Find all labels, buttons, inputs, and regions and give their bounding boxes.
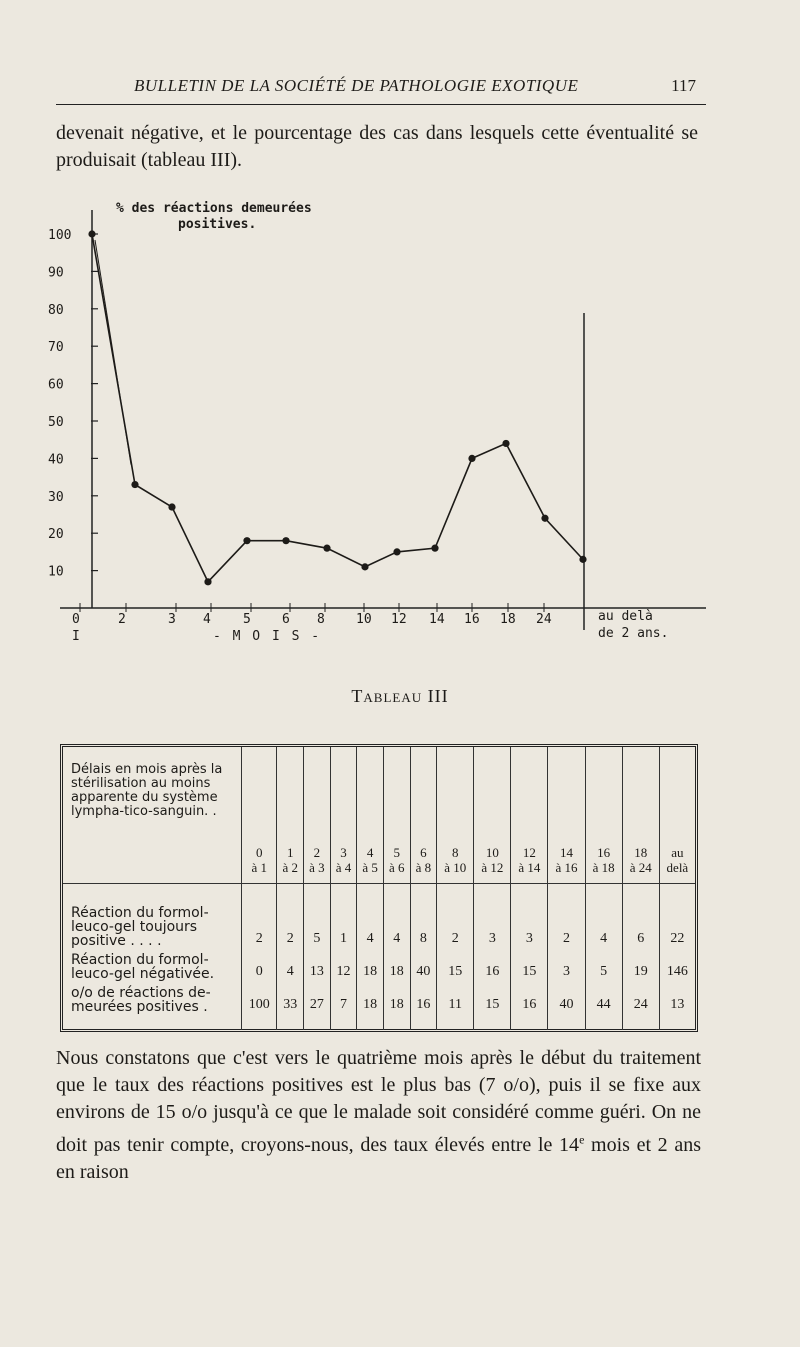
x-tick-label: 16 [464,612,480,627]
column-header [437,747,474,884]
table-cell: 22 [659,906,695,950]
column-header [659,747,695,884]
column-range-text: 0 à 1 [251,845,267,875]
table-cell: 18 [383,983,410,1016]
spacer-cell [511,1016,548,1030]
beyond-two-years-label: de 2 ans. [598,626,669,641]
data-point [88,230,95,237]
column-header [585,747,622,884]
column-range-text: 18 à 24 [629,845,652,875]
table-cell: 12 [330,950,357,983]
page-number: 117 [671,76,696,95]
column-header [304,747,331,884]
table-cell: 24 [622,983,659,1016]
spacer-cell [242,884,277,907]
table-cell: 0 [242,950,277,983]
column-range-text: au delà [666,845,689,875]
ordinal-suffix: e [579,1132,585,1146]
journal-title: BULLETIN DE LA SOCIÉTÉ DE PATHOLOGIE EXOTIQUE [134,76,579,95]
column-header [410,747,437,884]
table-cell: 13 [659,983,695,1016]
column-range-text: 12 à 14 [518,845,541,875]
table-cell: 15 [474,983,511,1016]
data-point [131,481,138,488]
spacer-cell [659,884,695,907]
column-range-text: 6 à 8 [415,845,432,875]
y-tick-label: 70 [48,340,64,356]
x-tick-label: 12 [391,612,407,627]
spacer-cell [622,1016,659,1030]
spacer-cell [383,884,410,907]
percent-positive-chart [40,190,720,650]
x-tick-label: 3 [168,612,176,627]
table-cell: 15 [511,950,548,983]
spacer-cell [659,1016,695,1030]
table-row [63,950,695,983]
row-label: Réaction du formol-leuco-gel négativée. [71,952,215,982]
data-point [243,537,250,544]
column-header [277,747,304,884]
x-tick-label: 10 [356,612,372,627]
spacer-cell [585,1016,622,1030]
table-cell: 19 [622,950,659,983]
column-header [330,747,357,884]
column-range-text: 10 à 12 [481,845,504,875]
data-point [468,455,475,462]
column-header [622,747,659,884]
table-cell: 40 [410,950,437,983]
header-label-cell: Délais en mois après la stérilisation au moins apparente du système lympha-tico-sanguin. . [63,747,242,884]
table-cell: 100 [242,983,277,1016]
table-cell: 4 [585,906,622,950]
y-tick-label: 90 [48,265,64,281]
column-range-text: 3 à 4 [335,845,352,875]
spacer-cell [330,884,357,907]
table-cell: 7 [330,983,357,1016]
column-range-text: 5 à 6 [388,845,405,875]
table-cell: 16 [474,950,511,983]
spacer-cell [304,884,331,907]
table-cell: 13 [304,950,331,983]
row-label: o/o de réactions de-meurées positives . [71,985,211,1015]
table-cell: 5 [585,950,622,983]
x-tick-label: 6 [282,612,290,627]
table-row [63,983,695,1016]
body-paragraph [56,1045,701,1186]
data-point [204,578,211,585]
column-range-text: 2 à 3 [309,845,325,875]
table-cell: 11 [437,983,474,1016]
spacer-cell [548,884,585,907]
column-header [548,747,585,884]
spacer-cell [357,1016,384,1030]
table-cell: 33 [277,983,304,1016]
x-tick-label: 18 [500,612,516,627]
spacer-cell [474,884,511,907]
table-cell: 8 [410,906,437,950]
chart-title-line-2: positives. [178,217,257,232]
table-cell: 4 [357,906,384,950]
spacer-cell [63,1016,242,1030]
table-cell: 3 [474,906,511,950]
y-tick-label: 80 [48,302,64,318]
y-tick-label: 20 [48,527,64,543]
table-cell: 44 [585,983,622,1016]
data-point [323,545,330,552]
spacer-cell [585,884,622,907]
table-cell: 2 [437,906,474,950]
spacer-cell [437,1016,474,1030]
column-range-text: 8 à 10 [444,845,467,875]
beyond-two-years-label: au delà [598,609,653,624]
x-axis-label: - M O I S - [213,629,322,644]
y-tick-label: 30 [48,489,64,505]
spacer-cell [474,1016,511,1030]
column-header [511,747,548,884]
table-cell: 2 [277,906,304,950]
table-cell: 1 [330,906,357,950]
x-tick-label-bottom: I [72,629,80,644]
data-point [502,440,509,447]
spacer-cell [511,884,548,907]
table-cell: 3 [511,906,548,950]
column-header [474,747,511,884]
spacer-cell [622,884,659,907]
table-cell: 16 [410,983,437,1016]
table-header-row [63,747,695,884]
intro-paragraph: devenait négative, et le pourcentage des cas dans lesquels cette éventualité se produisait (tableau III). [56,122,698,171]
column-range-text: 1 à 2 [282,845,299,875]
spacer-cell [548,1016,585,1030]
spacer-cell [304,1016,331,1030]
data-point [579,556,586,563]
x-tick-label: 24 [536,612,552,627]
table-cell: 40 [548,983,585,1016]
y-tick-label: 60 [48,377,64,393]
spacer-cell [410,884,437,907]
column-range-text: 16 à 18 [592,845,615,875]
table-bottom-spacer [63,1016,695,1030]
table-cell: 3 [548,950,585,983]
spacer-cell [63,884,242,907]
x-tick-label: 4 [203,612,211,627]
x-tick-label: 8 [317,612,325,627]
table-spacer-row [63,884,695,907]
table-caption: Tableau III [351,686,449,706]
spacer-cell [330,1016,357,1030]
data-point [361,563,368,570]
column-header [383,747,410,884]
table-cell: 6 [622,906,659,950]
table-cell: 2 [548,906,585,950]
table-cell: 2 [242,906,277,950]
table-iii [60,744,698,1032]
x-tick-label: 2 [118,612,126,627]
table-cell: 4 [383,906,410,950]
column-range-text: 14 à 16 [555,845,578,875]
data-point [541,515,548,522]
table-cell: 18 [383,950,410,983]
table-cell: 5 [304,906,331,950]
table-cell: 18 [357,983,384,1016]
header-rule [56,104,706,105]
table-cell: 27 [304,983,331,1016]
y-tick-label: 10 [48,564,64,580]
data-point [168,503,175,510]
chart-title-line-1: % des réactions demeurées [116,201,312,216]
table-cell: 146 [659,950,695,983]
data-point [431,545,438,552]
results-table [63,747,695,1030]
spacer-cell [357,884,384,907]
series-line [92,234,583,582]
data-point [282,537,289,544]
y-tick-label: 40 [48,452,64,468]
x-tick-label: 0 [72,612,80,627]
spacer-cell [242,1016,277,1030]
spacer-cell [410,1016,437,1030]
data-point [393,548,400,555]
running-header [56,76,706,106]
table-cell: 15 [437,950,474,983]
table-row [63,906,695,950]
x-tick-label: 14 [429,612,445,627]
y-tick-label: 50 [48,415,64,430]
series-line-doubled [95,240,131,465]
table-cell: 16 [511,983,548,1016]
row-label: Réaction du formol-leuco-gel toujours positive . . . . [71,905,209,949]
table-cell: 4 [277,950,304,983]
x-tick-label: 5 [243,612,251,627]
column-header [357,747,384,884]
column-range-text: 4 à 5 [362,845,378,875]
body-paragraph-text: Nous constatons que c'est vers le quatrième mois après le début du traitement que le taux des réactions positives est le plus bas (7 o/o), puis il se fixe aux environs de 15 o/o jusqu'à ce que le malade soit considéré comme guéri. On ne doit pas tenir compte, croyons-nous, des taux élevés entre le 14e mois et 2 ans en raison [56,1047,701,1183]
table-cell: 18 [357,950,384,983]
spacer-cell [277,1016,304,1030]
spacer-cell [383,1016,410,1030]
spacer-cell [277,884,304,907]
spacer-cell [437,884,474,907]
column-header [242,747,277,884]
y-tick-label: 100 [48,228,72,243]
